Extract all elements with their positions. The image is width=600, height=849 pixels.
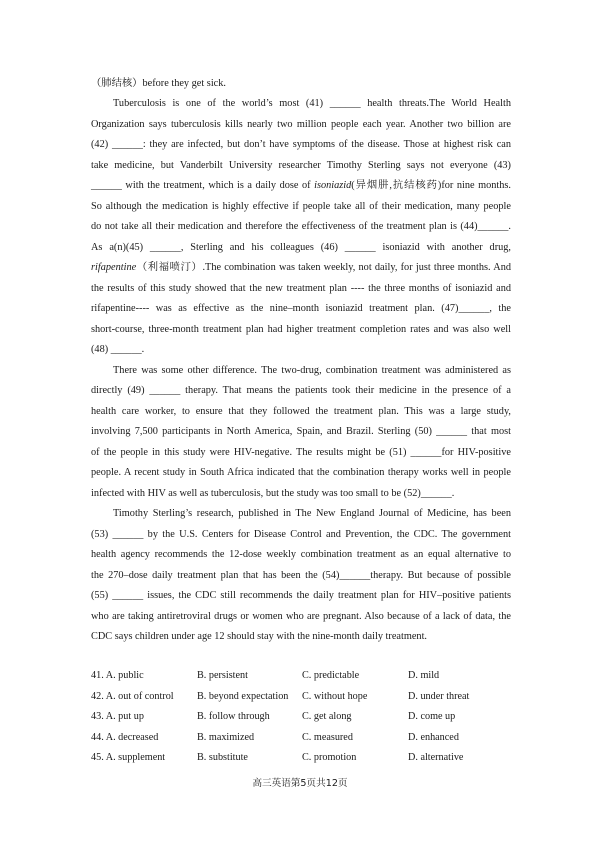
passage-line: the 270–dose daily treatment plan that has been the (54)______therapy. But because of possible [91,570,511,581]
passage-line: short-course, three-month treatment plan had higher treatment completion rates and was also well [91,324,511,335]
passage-line: So although the medication is highly effective if people take all of their medication, many people [91,201,511,212]
option-45-d: D. alternative [408,752,464,763]
passage-line: ______ with the treatment, which is a daily dose of isoniazid(异烟肼,抗结核药)for nine months. [91,180,511,191]
passage-line: (42) ______: they are infected, but don’t have symptoms of the disease. Those at highest risk can [91,139,511,150]
passage-line: involving 7,500 participants in North America, Spain, and Brazil. Sterling (50) ______ that most [91,426,511,437]
passage-line: （肺结核）before they get sick. [91,78,226,89]
passage-line: directly (49) ______ therapy. That means the patients took their medicine in the presence of a [91,385,511,396]
passage-line: Tuberculosis is one of the world’s most (41) ______ health threats.The World Health [113,98,511,109]
option-45-b: B. substitute [197,752,248,763]
passage-line: the results of this study showed that the new treatment plan ---- the three months of isoniazid and [91,283,511,294]
option-44-c: C. measured [302,732,353,743]
option-44-d: D. enhanced [408,732,459,743]
option-41-d: D. mild [408,670,440,681]
option-43-d: D. come up [408,711,456,722]
passage-line: health agency recommends the 12-dose weekly combination treatment as an equal alternative to [91,549,511,560]
passage-line: Organization says tuberculosis kills nearly two million people each year. Another two billion are [91,119,511,130]
option-44-a: 44. A. decreased [91,732,159,743]
option-43-a: 43. A. put up [91,711,144,722]
option-45-a: 45. A. supplement [91,752,166,763]
passage-line: CDC says children under age 12 should stay with the nine-month daily treatment. [91,631,428,642]
passage-line: As a(n)(45) ______, Sterling and his colleagues (46) ______ isoniazid with another drug, [91,242,511,253]
passage-line: of the people in this study were HIV-negative. The results might be (51) ______for HIV-positive [91,447,511,458]
passage-line: Timothy Sterling’s research, published in The New England Journal of Medicine, has been [113,508,511,519]
option-42-a: 42. A. out of control [91,691,174,702]
passage-line: take medicine, but Vanderbilt University researcher Timothy Sterling says not everyone (43) [91,160,511,171]
passage-line: (53) ______ by the U.S. Centers for Disease Control and Prevention, the CDC. The government [91,529,511,540]
passage-line: who are taking antiretroviral drugs or women who are pregnant. Also because of a lack of data, the [91,611,511,622]
option-41-b: B. persistent [197,670,248,681]
option-42-d: D. under threat [408,691,470,702]
page-footer: 高三英语第5页共12页 [252,778,348,789]
option-45-c: C. promotion [302,752,357,763]
passage-line: There was some other difference. The two-drug, combination treatment was administered as [113,365,511,376]
option-43-c: C. get along [302,711,352,722]
option-42-c: C. without hope [302,691,368,702]
passage-line: do not take all their medication and therefore the effectiveness of the treatment plan is (44)______. [91,221,511,232]
option-43-b: B. follow through [197,711,270,722]
passage-line: rifapentine---- was as effective as the nine–month isoniazid treatment plan. (47)______, the [91,303,511,314]
passage-line: health care worker, to ensure that they followed the treatment plan. This was a large study, [91,406,511,417]
passage-line: rifapentine（利福喷汀）.The combination was taken weekly, not daily, for just three months. And [91,262,511,273]
passage-line: (55) ______ issues, the CDC still recommends the daily treatment plan for HIV–positive patients [91,590,511,601]
option-44-b: B. maximized [197,732,255,743]
option-41-a: 41. A. public [91,670,144,681]
option-41-c: C. predictable [302,670,360,681]
option-42-b: B. beyond expectation [197,691,289,702]
passage-line: (48) ______. [91,344,145,355]
passage-line: people. A recent study in South Africa indicated that the combination therapy works well in people [91,467,511,478]
passage-line: infected with HIV as well as tuberculosis, but the study was too small to be (52)______. [91,488,455,499]
